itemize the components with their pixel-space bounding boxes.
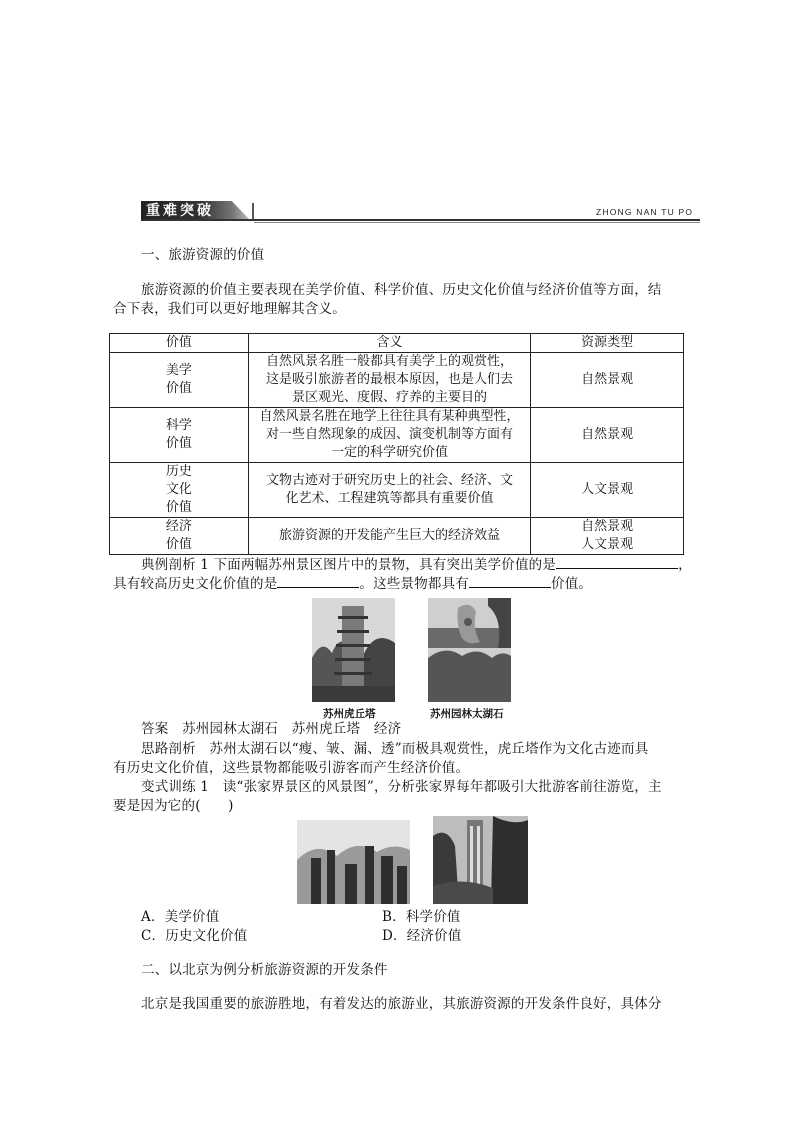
- section2-para-line1: 北京是我国重要的旅游胜地，有着发达的旅游业，其旅游资源的开发条件良好，具体分: [141, 996, 662, 1012]
- value-cell: 历史 文化 价值: [110, 463, 249, 518]
- table-header-cell: 含义: [248, 334, 531, 353]
- option-d[interactable]: D．经济价值: [382, 928, 462, 944]
- table-row: [110, 353, 684, 408]
- table-row: [110, 518, 684, 555]
- meaning-cell: 旅游资源的开发能产生巨大的经济效益: [248, 518, 531, 555]
- header-rule: [141, 219, 700, 221]
- table-header-cell: 资源类型: [531, 334, 684, 353]
- taihu-stone-photo: [428, 598, 511, 702]
- table-row: [110, 463, 684, 518]
- practice1-question-line2: 要是因为它的( ): [113, 798, 234, 814]
- section-title: 重难突破: [146, 203, 214, 219]
- zhangjiajie-elevator-photo: [433, 816, 528, 904]
- option-a[interactable]: A．美学价值: [141, 909, 220, 925]
- section1-intro-line1: 旅游资源的价值主要表现在美学价值、科学价值、历史文化价值与经济价值等方面，结: [141, 282, 662, 298]
- meaning-cell: 自然风景名胜一般都具有美学上的观赏性， 这是吸引旅游者的最根本原因，也是人们去 景区观光、度假、疗养的主要目的: [248, 353, 531, 408]
- answer-blank[interactable]: [556, 554, 678, 569]
- answer-blank[interactable]: [277, 573, 359, 588]
- zhangjiajie-landscape-photo: [297, 820, 410, 904]
- meaning-cell: 自然风景名胜在地学上往往具有某种典型性， 对一些自然现象的成因、演变机制等方面有 一定的科学研究价值: [248, 408, 531, 463]
- section1-heading: 一、旅游资源的价值: [141, 247, 265, 263]
- header-rule-thin: [254, 222, 700, 223]
- example1-answer: 答案 苏州园林太湖石 苏州虎丘塔 经济: [141, 721, 402, 737]
- example1-analysis-line2: 有历史文化价值，这些景物都能吸引游客而产生经济价值。: [113, 760, 470, 776]
- section1-intro-line2: 合下表，我们可以更好地理解其含义。: [113, 301, 346, 317]
- type-cell: 人文景观: [531, 463, 684, 518]
- value-table: [109, 333, 684, 555]
- value-cell: 科学 价值: [110, 408, 249, 463]
- table-row: [110, 408, 684, 463]
- caption-tiger-hill: 苏州虎丘塔: [323, 708, 376, 720]
- value-cell: 美学 价值: [110, 353, 249, 408]
- type-cell: 自然景观 人文景观: [531, 518, 684, 555]
- example1-question-line2: 具有较高历史文化价值的是 。这些景物都具有 价值。: [113, 573, 592, 595]
- caption-taihu-stone: 苏州园林太湖石: [430, 708, 504, 720]
- practice1-question-line1: 变式训练 1 读“张家界景区的风景图”，分析张家界每年都吸引大批游客前往游览，主: [141, 779, 662, 795]
- section-pinyin: ZHONG NAN TU PO: [596, 207, 694, 217]
- table-header-row: [110, 334, 684, 353]
- table-header-cell: 价值: [110, 334, 249, 353]
- example1-question-line1: 典例剖析 1 下面两幅苏州景区图片中的景物，具有突出美学价值的是 ，: [141, 554, 692, 576]
- option-b[interactable]: B．科学价值: [382, 909, 461, 925]
- type-cell: 自然景观: [531, 408, 684, 463]
- tiger-hill-pagoda-photo: [312, 598, 395, 702]
- type-cell: 自然景观: [531, 353, 684, 408]
- meaning-cell: 文物古迹对于研究历史上的社会、经济、文 化艺术、工程建筑等都具有重要价值: [248, 463, 531, 518]
- value-cell: 经济 价值: [110, 518, 249, 555]
- section2-heading: 二、以北京为例分析旅游资源的开发条件: [141, 962, 388, 978]
- option-c[interactable]: C．历史文化价值: [141, 928, 248, 944]
- example1-analysis-line1: 思路剖析 苏州太湖石以“瘦、皱、漏、透”而极具观赏性，虎丘塔作为文化古迹而具: [141, 741, 649, 757]
- answer-blank[interactable]: [469, 573, 551, 588]
